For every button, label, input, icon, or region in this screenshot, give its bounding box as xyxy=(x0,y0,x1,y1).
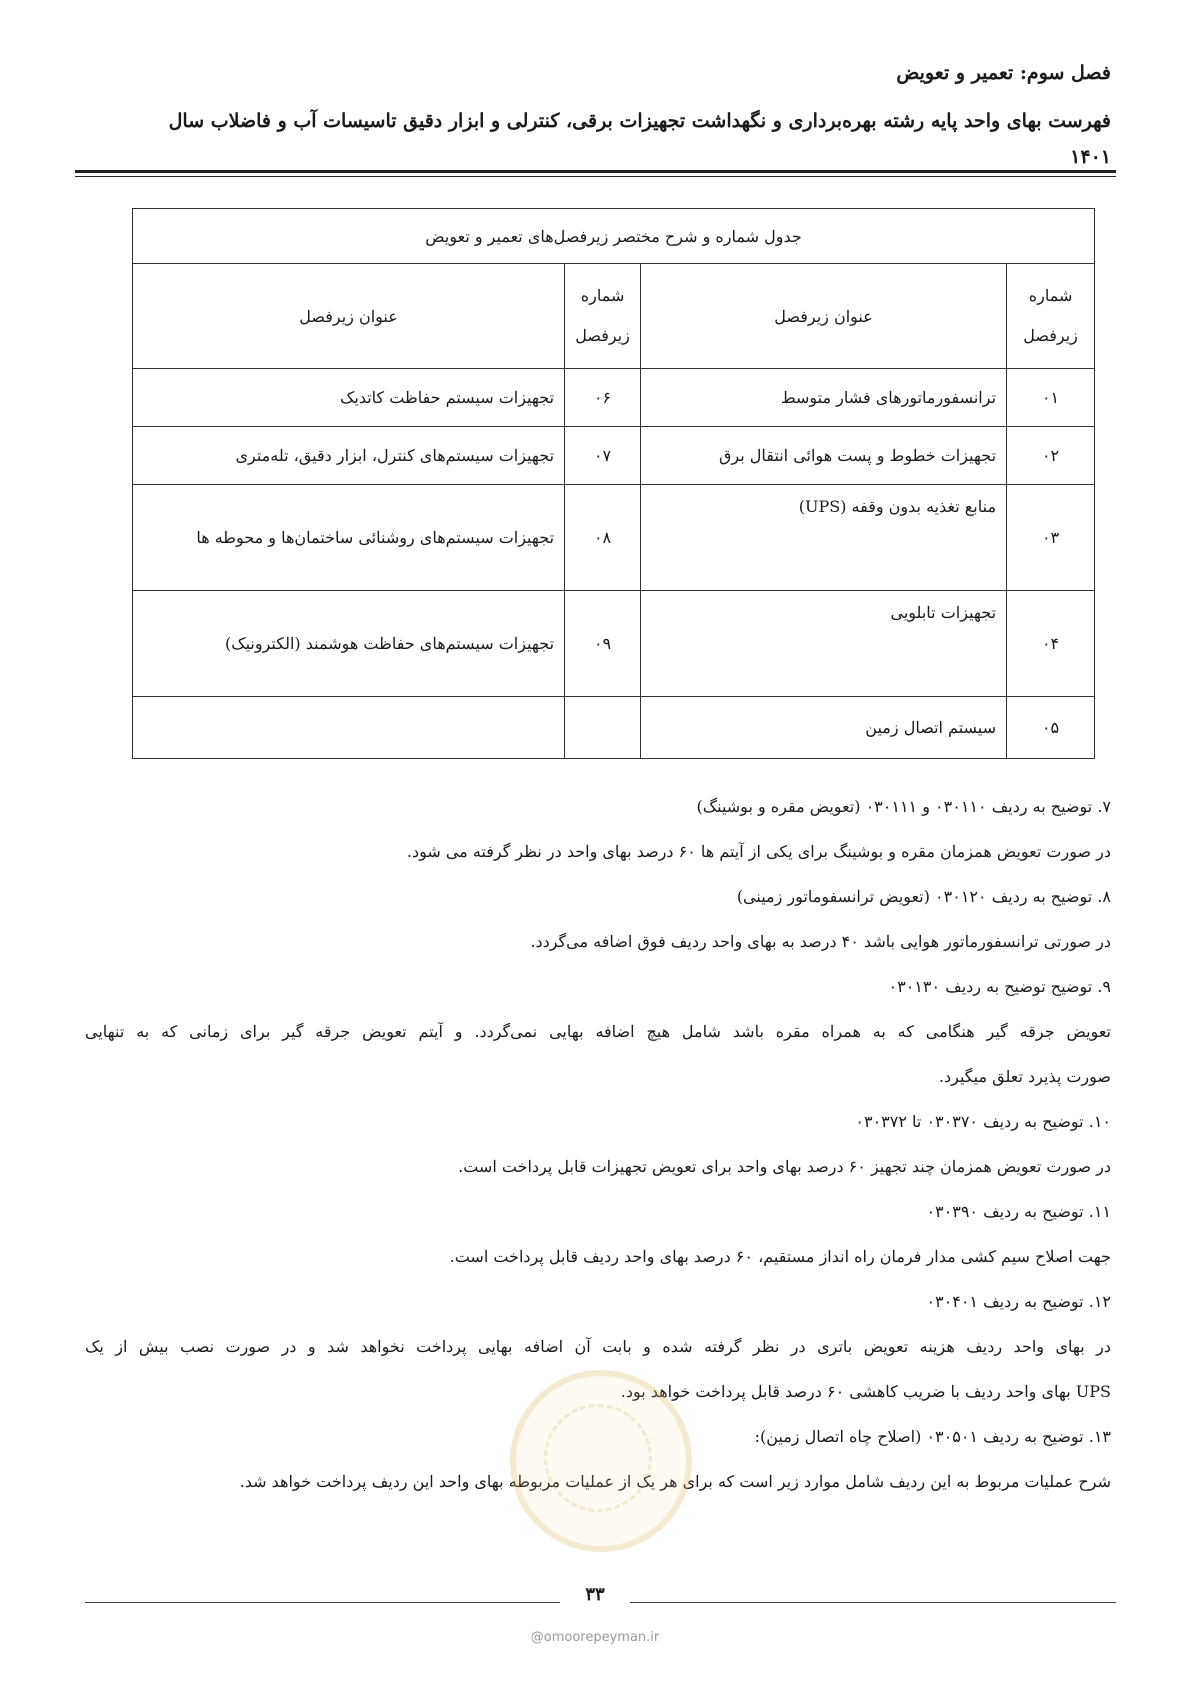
subchapter-title xyxy=(133,697,565,759)
note-heading: ۱۲. توضیح به ردیف ۰۳۰۴۰۱ xyxy=(926,1292,1111,1311)
table-row xyxy=(133,591,1095,697)
column-header-number: شماره زیرفصل xyxy=(565,264,641,369)
header-divider-thin xyxy=(75,176,1116,177)
subchapter-title: تجهیزات خطوط و پست هوائی انتقال برق xyxy=(641,427,1007,485)
subchapter-number: ۰۸ xyxy=(565,485,641,591)
subchapter-number: ۰۴ xyxy=(1007,591,1095,697)
subchapter-number: ۰۹ xyxy=(565,591,641,697)
subchapter-number: ۰۱ xyxy=(1007,369,1095,427)
subchapter-number: ۰۵ xyxy=(1007,697,1095,759)
subchapter-title: سیستم اتصال زمین xyxy=(641,697,1007,759)
chapter-title: فصل سوم: تعمیر و تعویض xyxy=(896,62,1111,84)
page-number: ۳۳ xyxy=(560,1584,630,1605)
note-heading: ۹. توضیح توضیح به ردیف ۰۳۰۱۳۰ xyxy=(888,977,1111,996)
column-header-title: عنوان زیرفصل xyxy=(133,264,565,369)
subchapter-title: تجهیزات سیستم‌های روشنائی ساختمان‌ها و محوطه ها xyxy=(133,485,565,591)
header-divider xyxy=(75,170,1116,173)
subchapter-title: ترانسفورماتورهای فشار متوسط xyxy=(641,369,1007,427)
note-text: در صورت تعویض همزمان چند تجهیز ۶۰ درصد بهای واحد برای تعویض تجهیزات قابل پرداخت است. xyxy=(458,1157,1111,1176)
note-text: صورت پذیرد تعلق میگیرد. xyxy=(938,1067,1111,1086)
subchapter-number: ۰۲ xyxy=(1007,427,1095,485)
note-text: در صورت تعویض همزمان مقره و بوشینگ برای یکی از آیتم ها ۶۰ درصد بهای واحد در نظر گرفته می شود. xyxy=(406,842,1111,861)
subchapter-title: تجهیزات تابلویی xyxy=(641,591,1007,697)
watermark-seal-icon xyxy=(510,1370,692,1552)
subchapter-number xyxy=(565,697,641,759)
subchapter-title: تجهیزات سیستم‌های حفاظت هوشمند (الکترونیک) xyxy=(133,591,565,697)
column-header-number: شماره زیرفصل xyxy=(1007,264,1095,369)
document-title: فهرست بهای واحد پایه رشته بهره‌برداری و نگهداشت تجهیزات برقی، کنترلی و ابزار دقیق تاسیسات آب و فاضلاب سال ۱۴۰۱ xyxy=(168,110,1111,168)
note-text: شرح عملیات مربوط به این ردیف شامل موارد زیر است که برای هر یک از عملیات مربوطه بهای واحد این ردیف پرداخت خواهد شد. xyxy=(239,1472,1111,1491)
subchapter-title: تجهیزات سیستم‌های کنترل، ابزار دقیق، تله‌متری xyxy=(133,427,565,485)
note-text: تعویض جرقه گیر هنگامی که به همراه مقره باشد شامل هیچ اضافه بهایی نمی‌گردد. و آیتم تعویض جرقه گیر برای زمانی که به تنهایی xyxy=(85,1022,1111,1041)
note-heading: ۱۰. توضیح به ردیف ۰۳۰۳۷۰ تا ۰۳۰۳۷۲ xyxy=(855,1112,1111,1131)
note-text: در صورتی ترانسفورماتور هوایی باشد ۴۰ درصد به بهای واحد ردیف فوق اضافه می‌گردد. xyxy=(530,932,1111,951)
note-text: در بهای واحد ردیف هزینه تعویض باتری در نظر گرفته شده و بابت آن اضافه بهایی پرداخت نخواهد شد و در صورت نصب بیش از یک xyxy=(85,1337,1111,1356)
note-text: UPS بهای واحد ردیف با ضریب کاهشی ۶۰ درصد قابل پرداخت خواهد بود. xyxy=(620,1382,1111,1401)
table-caption: جدول شماره و شرح مختصر زیرفصل‌های تعمیر و تعویض xyxy=(133,209,1095,264)
column-header-title: عنوان زیرفصل xyxy=(641,264,1007,369)
table-row xyxy=(133,427,1095,485)
subchapter-number: ۰۶ xyxy=(565,369,641,427)
table-row xyxy=(133,369,1095,427)
subchapter-table xyxy=(132,208,1095,759)
note-heading: ۸. توضیح به ردیف ۰۳۰۱۲۰ (تعویض ترانسفوماتور زمینی) xyxy=(736,887,1111,906)
note-heading: ۱۳. توضیح به ردیف ۰۳۰۵۰۱ (اصلاح چاه اتصال زمین): xyxy=(754,1427,1111,1446)
subchapter-title: تجهیزات سیستم حفاظت کاتدیک xyxy=(133,369,565,427)
table-row xyxy=(133,485,1095,591)
subchapter-number: ۰۷ xyxy=(565,427,641,485)
note-heading: ۷. توضیح به ردیف ۰۳۰۱۱۰ و ۰۳۰۱۱۱ (تعویض مقره و بوشینگ) xyxy=(696,797,1111,816)
subchapter-title: منابع تغذیه بدون وقفه (UPS) xyxy=(641,485,1007,591)
note-text: جهت اصلاح سیم کشی مدار فرمان راه انداز مستقیم، ۶۰ درصد بهای واحد ردیف قابل پرداخت است. xyxy=(449,1247,1111,1266)
table-row xyxy=(133,697,1095,759)
note-heading: ۱۱. توضیح به ردیف ۰۳۰۳۹۰ xyxy=(926,1202,1111,1221)
subchapter-number: ۰۳ xyxy=(1007,485,1095,591)
website-watermark: @omoorepeyman.ir xyxy=(530,1630,660,1645)
